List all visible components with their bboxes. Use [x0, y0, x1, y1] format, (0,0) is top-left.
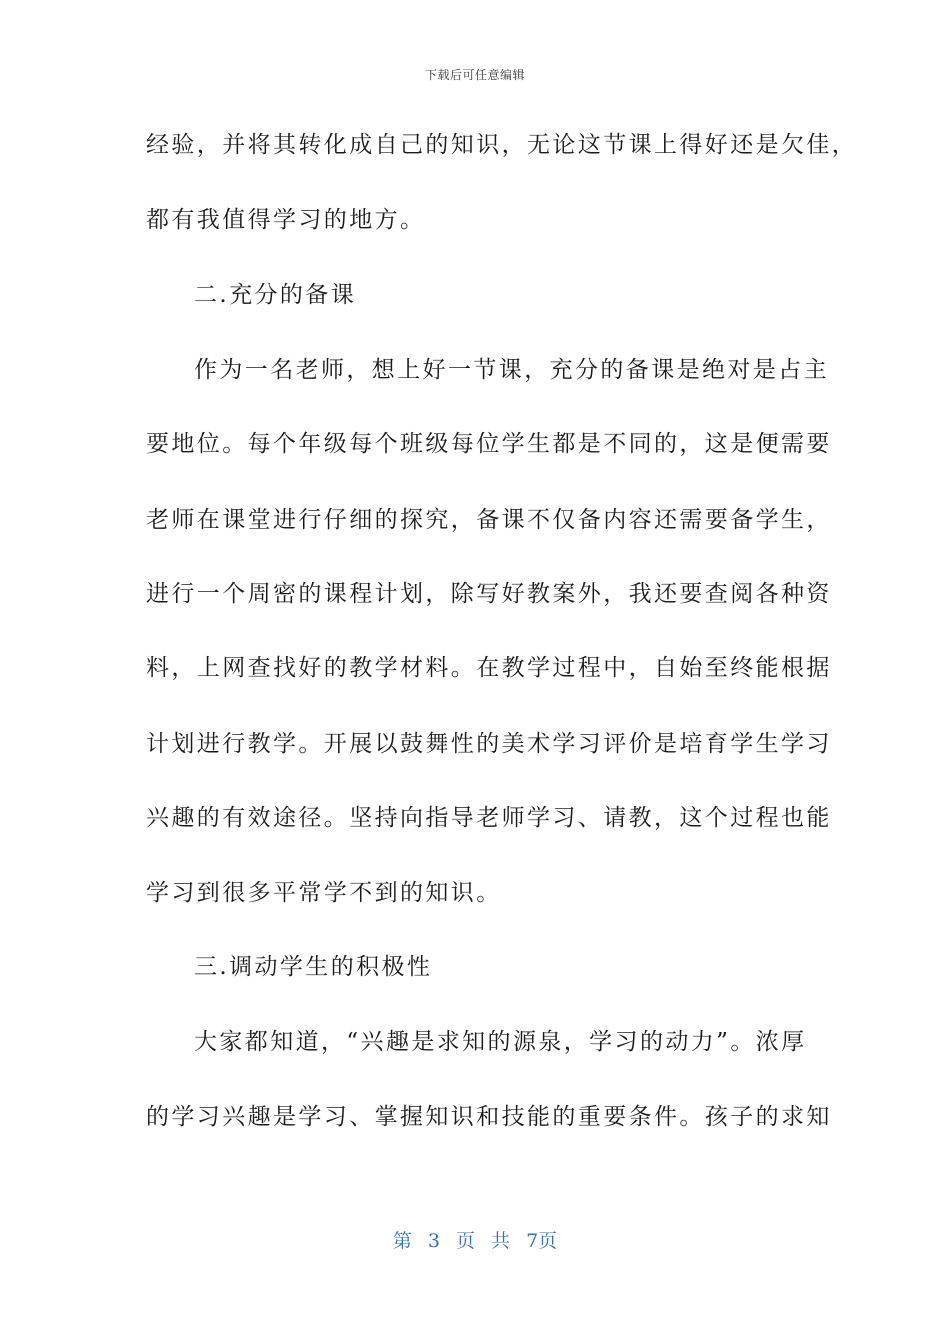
paragraph-2-line-8: 学习到很多平常学不到的知识。 [146, 880, 502, 906]
section-heading-2: 二.充分的备课 [194, 282, 357, 308]
paragraph-2-line-2: 要地位。每个年级每个班级每位学生都是不同的，这是便需要 [146, 431, 832, 457]
paragraph-2-line-5: 料，上网查找好的教学材料。在教学过程中，自始至终能根据 [146, 655, 832, 681]
body-line-1: 经验，并将其转化成自己的知识，无论这节课上得好还是欠佳， [146, 132, 858, 158]
paragraph-2-line-4: 进行一个周密的课程计划，除写好教案外，我还要查阅各种资 [146, 581, 832, 607]
paragraph-2-line-1: 作为一名老师，想上好一节课，充分的备课是绝对是占主 [194, 357, 829, 383]
page-number-footer: 第 3 页 共 7页 [392, 1230, 558, 1252]
section-heading-3: 三.调动学生的积极性 [194, 954, 433, 980]
page-header-note: 下载后可任意编辑 [424, 68, 525, 82]
paragraph-2-line-3: 老师在课堂进行仔细的探究，备课不仅备内容还需要备学生， [146, 507, 832, 533]
paragraph-3-line-2: 的学习兴趣是学习、掌握知识和技能的重要条件。孩子的求知 [146, 1104, 832, 1130]
paragraph-2-line-6: 计划进行教学。开展以鼓舞性的美术学习评价是培育学生学习 [146, 731, 832, 757]
paragraph-2-line-7: 兴趣的有效途径。坚持向指导老师学习、请教，这个过程也能 [146, 805, 832, 831]
paragraph-3-line-1: 大家都知道，“兴趣是求知的源泉，学习的动力”。浓厚 [194, 1029, 807, 1055]
body-line-2: 都有我值得学习的地方。 [146, 207, 426, 233]
